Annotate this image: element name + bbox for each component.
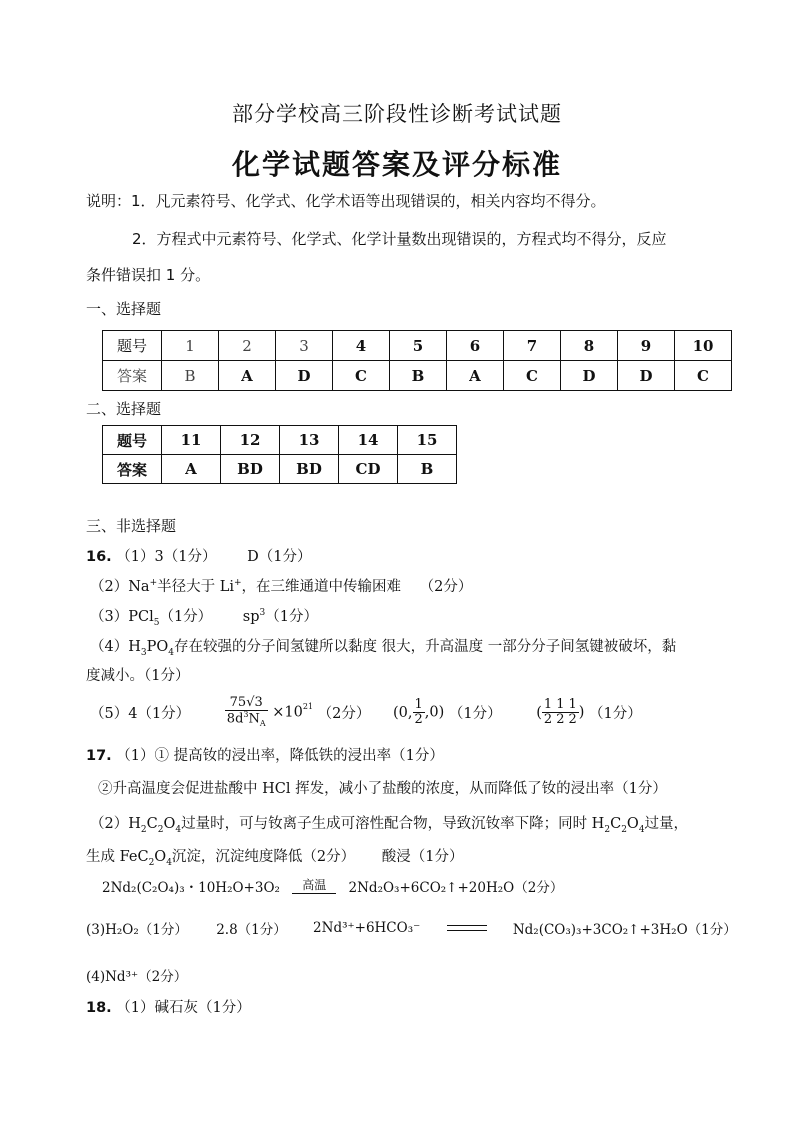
row-label-answer: 答案 [103, 455, 162, 484]
q17-text: 生成 FeC [86, 849, 149, 865]
q17-text: 过量时，可与钕离子生成可溶性配合物，导致沉钕率下降；同时 H [181, 816, 605, 832]
question-number: 14 [339, 426, 398, 455]
q17-line-4 [86, 845, 464, 868]
equation-left: 2Nd³⁺+6HCO₃⁻ [313, 920, 421, 936]
q17-text: 2.8（1分） [216, 922, 287, 938]
q17-part1: （1）① 提高钕的浸出率，降低铁的浸出率（1分） [116, 748, 444, 764]
q17-sub: 2 [148, 857, 155, 868]
answer-cell: B [162, 361, 219, 391]
section2-title: 二、选择题 [86, 400, 162, 418]
coord-fraction [413, 698, 425, 728]
q16-times: ×10 [272, 704, 303, 721]
fraction-denominator: 2 [414, 712, 423, 728]
q16-part1: （1）3（1分） [116, 549, 217, 565]
q17-text: 过量， [644, 816, 689, 832]
answer-cell: D [618, 361, 675, 391]
q16-text: （4）H [90, 639, 141, 655]
answer-cell: A [219, 361, 276, 391]
q17-text: O [626, 816, 639, 832]
answer-cell: C [675, 361, 732, 391]
q16-score: （2分） [419, 579, 473, 595]
question-number: 9 [618, 331, 675, 361]
den-sup: 3 [243, 710, 249, 720]
q16-part1-b: D（1分） [247, 549, 312, 565]
fraction-denominator: 2 [543, 712, 553, 728]
question-number: 11 [162, 426, 221, 455]
coord-part: (0, [393, 704, 413, 721]
q18-part1: （1）碱石灰（1分） [116, 1000, 251, 1016]
q17-sub: 4 [638, 824, 645, 835]
q17-sub: 2 [621, 824, 627, 835]
fraction-numerator: 1 [543, 696, 553, 712]
q17-sub: 2 [157, 824, 164, 835]
q16-number: 16. [86, 549, 112, 565]
q16-sub: 5 [153, 617, 160, 628]
q16-text: （3）PCl [90, 609, 154, 625]
q17-line-2: ②升高温度会促进盐酸中 HCl 挥发，减小了盐酸的浓度，从而降低了钕的浸出率（1分） [98, 781, 667, 797]
note-line-2: 2．方程式中元素符号、化学式、化学计量数出现错误的，方程式均不得分，反应 [132, 230, 667, 248]
q16-score: （1分） [448, 706, 502, 723]
question-number: 8 [561, 331, 618, 361]
q16-sup: + [149, 578, 158, 589]
reaction-condition-arrow [292, 879, 336, 894]
question-number: 7 [504, 331, 561, 361]
fraction-numerator: 75√3 [225, 696, 268, 711]
question-number: 6 [447, 331, 504, 361]
page-title: 化学试题答案及评分标准 [231, 148, 562, 181]
q17-text: (3)H₂O₂（1分） [86, 922, 188, 938]
q16-exponent: 21 [302, 702, 314, 712]
equals-sign [447, 925, 487, 931]
question-number: 4 [333, 331, 390, 361]
equation-left: 2Nd₂(C₂O₄)₃・10H₂O+3O₂ [102, 880, 280, 896]
q16-score: （2分） [317, 706, 371, 723]
den-part: N [248, 711, 260, 727]
q17-number: 17. [86, 748, 112, 764]
q17-equation-1 [102, 876, 563, 896]
q17-text: 沉淀，沉淀纯度降低（2分） [171, 849, 356, 865]
answer-cell: CD [339, 455, 398, 484]
fraction-denominator [225, 711, 268, 729]
q17-line-1 [86, 744, 444, 765]
q17-text: （2）H [90, 816, 141, 832]
q17-sub: 2 [604, 824, 611, 835]
q16-score: （1分） [159, 609, 213, 625]
fraction-numerator: 1 [556, 696, 565, 712]
answer-cell: D [561, 361, 618, 391]
fraction-numerator: 1 [414, 696, 423, 712]
q17-text: O [163, 816, 176, 832]
question-number: 2 [219, 331, 276, 361]
q16-sup: 3 [259, 608, 266, 619]
fraction-denominator: 2 [556, 712, 565, 728]
q17-sub: 2 [140, 824, 147, 835]
q18-number: 18. [86, 1000, 112, 1016]
answer-cell: C [333, 361, 390, 391]
q17-sub: 4 [166, 857, 172, 868]
q16-text: 半径大于 Li [157, 579, 234, 595]
q16-part5: （5）4（1分） [90, 706, 191, 723]
den-part: 8d [226, 711, 244, 727]
coord-part: ) [578, 704, 585, 721]
q17-text: O [154, 849, 167, 865]
q16-line-1 [86, 545, 311, 566]
q16-score: （1分） [589, 706, 642, 723]
q17-line-6 [86, 918, 737, 938]
coord-part: ( [536, 704, 542, 721]
q16-line-2 [90, 575, 472, 596]
q18-line-1 [86, 996, 251, 1017]
answer-cell: BD [280, 455, 339, 484]
q16-sub: 3 [140, 647, 147, 658]
section3-title: 三、非选择题 [86, 517, 177, 535]
row-label-number: 题号 [103, 331, 162, 361]
answer-cell: D [276, 361, 333, 391]
answer-cell: B [390, 361, 447, 391]
section1-title: 一、选择题 [86, 300, 162, 318]
coord-fraction [566, 698, 578, 728]
q17-text: C [146, 816, 158, 832]
equation-right: Nd₂(CO₃)₃+3CO₂↑+3H₂O（1分） [512, 922, 737, 938]
q17-line-3 [90, 812, 688, 835]
note-line-3: 条件错误扣 1 分。 [86, 266, 211, 284]
answer-cell: C [504, 361, 561, 391]
q16-text: 存在较强的分子间氢键所以黏度 很大，升高温度 一部分分子间氢键被破坏，黏 [174, 639, 677, 655]
q16-line-6 [90, 696, 642, 736]
answer-cell: B [398, 455, 457, 484]
q16-sub: 4 [168, 647, 174, 658]
condition-bar [292, 893, 336, 894]
question-number: 15 [398, 426, 457, 455]
q16-line-3 [90, 605, 318, 628]
fraction-numerator: 1 [568, 696, 577, 712]
answer-cell: A [447, 361, 504, 391]
question-number: 12 [221, 426, 280, 455]
q16-score: （1分） [265, 609, 318, 625]
answer-cell: A [162, 455, 221, 484]
section1-answer-table [102, 330, 732, 391]
fraction-denominator: 2 [568, 712, 577, 728]
row-label-answer: 答案 [103, 361, 162, 391]
coord-fraction [542, 698, 554, 728]
question-number: 3 [276, 331, 333, 361]
coord-fraction [554, 698, 566, 728]
q16-text: ，在三维通道中传输困难 [241, 579, 402, 595]
question-number: 13 [280, 426, 339, 455]
q16-sup: + [234, 578, 242, 589]
note-line-1: 说明：1．凡元素符号、化学式、化学术语等出现错误的，相关内容均不得分。 [86, 192, 606, 210]
q17-text: 酸浸（1分） [381, 849, 464, 865]
question-number: 1 [162, 331, 219, 361]
q17-sub: 4 [175, 824, 182, 835]
answer-cell: BD [221, 455, 280, 484]
equation-right: 2Nd₂O₃+6CO₂↑+20H₂O（2分） [348, 880, 564, 896]
q17-text: C [610, 816, 622, 832]
reaction-condition: 高温 [302, 877, 327, 892]
den-sub: A [259, 719, 266, 729]
row-label-number: 题号 [103, 426, 162, 455]
page-subtitle: 部分学校高三阶段性诊断考试试题 [232, 102, 562, 126]
q17-line-7: (4)Nd³⁺（2分） [86, 969, 188, 985]
q16-text: （2）Na [90, 579, 150, 595]
density-fraction [225, 696, 268, 729]
q16-text: PO [146, 639, 169, 655]
q16-line-4 [90, 635, 676, 658]
question-number: 10 [675, 331, 732, 361]
section2-answer-table [102, 425, 457, 484]
question-number: 5 [390, 331, 447, 361]
q16-line-5: 度减小。（1分） [86, 668, 190, 684]
coord-part: ,0) [424, 704, 445, 721]
q16-text: sp [242, 609, 260, 625]
